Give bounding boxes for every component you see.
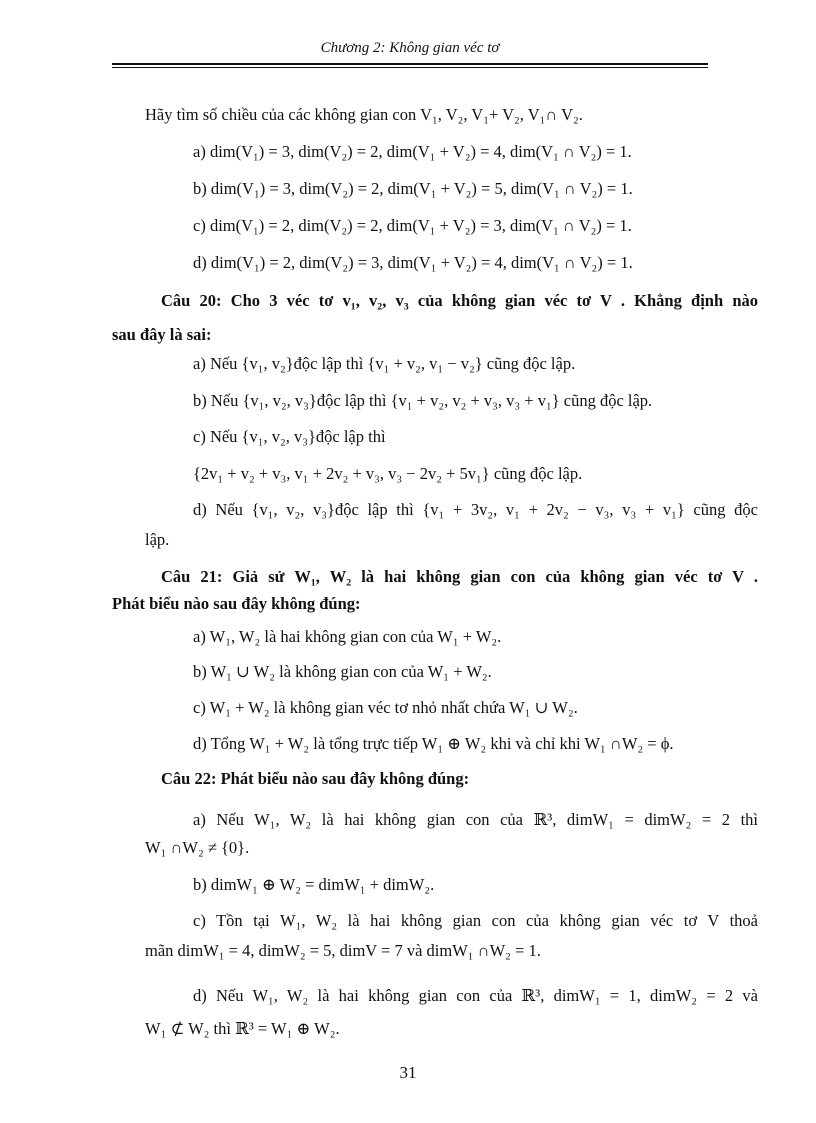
q21-option-c: c) W₁ + W₂ là không gian véc tơ nhỏ nhất chứa W₁ ∪ W₂.: [193, 698, 578, 717]
chapter-header: Chương 2: Không gian véc tơ: [320, 40, 500, 56]
q22-option-d-line2: W₁ ⊄ W₂ thì ℝ³ = W₁ ⊕ W₂.: [145, 1019, 340, 1038]
q20-option-d-line1: d) Nếu {v₁, v₂, v₃}độc lập thì {v₁ + 3v₂, v₁ + 2v₂ − v₃, v₃ + v₁} cũng độc: [193, 500, 758, 519]
q22-option-d-line1: d) Nếu W₁, W₂ là hai không gian con của ℝ³, dimW₁ = 1, dimW₂ = 2 và: [193, 986, 758, 1005]
header-rule-thick: [112, 63, 708, 65]
q19-option-a: a) dim(V₁) = 3, dim(V₂) = 2, dim(V₁ + V₂) = 4, dim(V₁ ∩ V₂) = 1.: [193, 142, 632, 161]
q22-option-c-line2: mãn dimW₁ = 4, dimW₂ = 5, dimV = 7 và dimW₁ ∩W₂ = 1.: [145, 941, 541, 960]
q19-intro: Hãy tìm số chiều của các không gian con V₁, V₂, V₁+ V₂, V₁∩ V₂.: [145, 105, 583, 124]
q21-title-line1: Câu 21: Giả sử W₁, W₂ là hai không gian con của không gian véc tơ V .: [161, 567, 758, 586]
q19-option-c: c) dim(V₁) = 2, dim(V₂) = 2, dim(V₁ + V₂) = 3, dim(V₁ ∩ V₂) = 1.: [193, 216, 632, 235]
q20-option-b: b) Nếu {v₁, v₂, v₃}độc lập thì {v₁ + v₂, v₂ + v₃, v₃ + v₁} cũng độc lập.: [193, 391, 653, 410]
q19-option-d: d) dim(V₁) = 2, dim(V₂) = 3, dim(V₁ + V₂) = 4, dim(V₁ ∩ V₂) = 1.: [193, 253, 633, 272]
q19-option-b: b) dim(V₁) = 3, dim(V₂) = 2, dim(V₁ + V₂) = 5, dim(V₁ ∩ V₂) = 1.: [193, 179, 633, 198]
q21-option-d: d) Tổng W₁ + W₂ là tổng trực tiếp W₁ ⊕ W₂ khi và chỉ khi W₁ ∩W₂ = ϕ.: [193, 734, 674, 753]
page-number: 31: [399, 1063, 417, 1082]
header-rule-thin: [112, 67, 708, 68]
q20-option-c-line1: c) Nếu {v₁, v₂, v₃}độc lập thì: [193, 427, 386, 446]
q20-option-c-line2: {2v₁ + v₂ + v₃, v₁ + 2v₂ + v₃, v₃ − 2v₂ + 5v₁} cũng độc lập.: [193, 464, 583, 483]
q22-option-b: b) dimW₁ ⊕ W₂ = dimW₁ + dimW₂.: [193, 875, 435, 894]
q22-title: Câu 22: Phát biểu nào sau đây không đúng:: [161, 769, 470, 788]
q20-title-line1: Câu 20: Cho 3 véc tơ v₁, v₂, v₃ của không gian véc tơ V . Khẳng định nào: [161, 291, 758, 310]
q21-option-b: b) W₁ ∪ W₂ là không gian con của W₁ + W₂.: [193, 662, 492, 681]
q22-option-c-line1: c) Tồn tại W₁, W₂ là hai không gian con của không gian véc tơ V thoả: [193, 911, 758, 930]
q20-option-a: a) Nếu {v₁, v₂}độc lập thì {v₁ + v₂, v₁ − v₂} cũng độc lập.: [193, 354, 576, 373]
q20-option-d-line2: lập.: [145, 530, 170, 549]
q22-option-a-line2: W₁ ∩W₂ ≠ {0}.: [145, 838, 250, 857]
q21-option-a: a) W₁, W₂ là hai không gian con của W₁ + W₂.: [193, 627, 502, 646]
q20-title-line2: sau đây là sai:: [112, 325, 212, 344]
q21-title-line2: Phát biểu nào sau đây không đúng:: [112, 594, 361, 613]
q22-option-a-line1: a) Nếu W₁, W₂ là hai không gian con của ℝ³, dimW₁ = dimW₂ = 2 thì: [193, 810, 758, 829]
